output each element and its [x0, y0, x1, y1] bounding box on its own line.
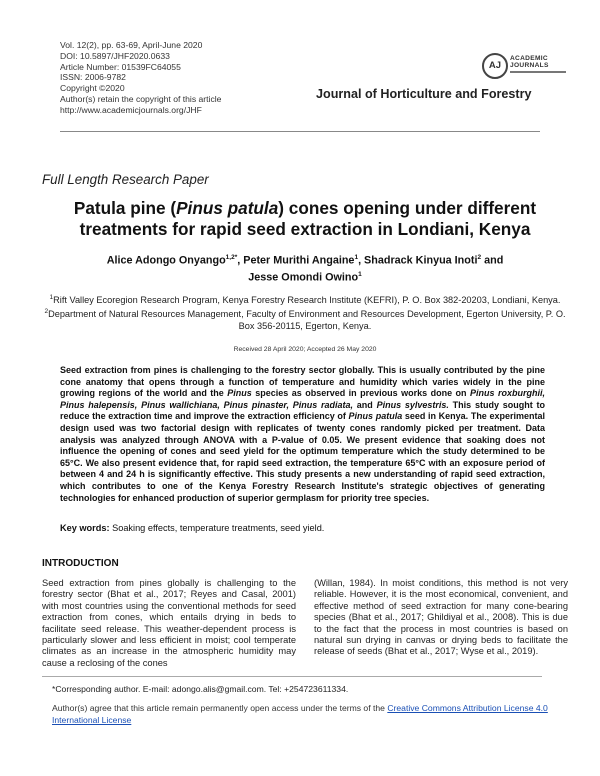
article-metadata [60, 40, 221, 116]
author-list [40, 251, 570, 285]
abstract [60, 365, 545, 504]
author-1-affil: 1,2* [225, 254, 238, 261]
paper-title [40, 198, 570, 240]
meta-article-number: Article Number: 01539FC64055 [60, 61, 181, 72]
meta-volume: Vol. 12(2), pp. 63-69, April-June 2020 [60, 40, 203, 50]
author-conjunction: and [481, 254, 504, 267]
publisher-logo [482, 53, 582, 79]
abstract-italic-2: Pinus roxburghii, Pinus halepensis, Pinus wallichiana, Pinus pinaster, Pinus radiata, [60, 388, 545, 410]
title-part-2: ) cones opening under different treatments for rapid seed extraction in Londiani, Kenya [79, 198, 537, 239]
author-4-affil: 1 [358, 271, 362, 278]
keywords-label: Key words: [60, 523, 110, 533]
meta-url: http://www.academicjournals.org/JHF [60, 104, 202, 115]
abstract-text-4: This study sought to reduce the extraction time and improve the extraction efficiency of [60, 399, 545, 422]
received-dates: Received 28 April 2020; Accepted 26 May 2020 [233, 346, 377, 353]
abstract-text-2: species as observed in previous works done on [251, 388, 471, 399]
license-link[interactable]: Creative Commons Attribution License 4.0 International License [52, 703, 548, 725]
keywords-text: Soaking effects, temperature treatments, seed yield. [109, 523, 325, 533]
affiliation-2-text: Department of Natural Resources Management, Faculty of Environment and Resources Development, Egerton University, P. O. Box 356-20115, Egerton, Kenya. [48, 309, 566, 331]
intro-column-2: (Willan, 1984). In moist conditions, this method is not very reliable. However, it is the most economical, convenient, and effective method of seed extraction for many cone-bearing species (Bhat et al., 2017; Ghildiyal et al., 2008). This is due to the fact that the process in most countries is based on natural sun drying in canvas or drying beds to facilitate the release of seeds (Bhat et al., 2017; Wyse et al., 2019). [314, 578, 568, 657]
author-2-affil: 1 [354, 254, 359, 261]
meta-issn: ISSN: 2006-9782 [60, 72, 126, 83]
title-part-1: Patula pine ( [73, 198, 177, 218]
footer-divider [42, 676, 542, 677]
meta-rights: Author(s) retain the copyright of this article [60, 93, 222, 104]
journal-name: Journal of Horticulture and Forestry [316, 87, 532, 101]
affiliation-1-text: Rift Valley Ecoregion Research Program, Kenya Forestry Research Institute (KEFRI), P. O. Box 382-20203, Londiani, Kenya. [53, 295, 561, 306]
author-3-affil: 2 [477, 254, 482, 261]
affiliation-1 [40, 292, 570, 306]
intro-column-1: Seed extraction from pines globally is challenging to the forestry sector (Bhat et al., 2017; Reyes and Casal, 2001) with most countries using the conventional methods for seed extraction from cones, which entails drying in beds to facilitate seed release. This weather-dependent process is particularly slower and less efficient in moist; cool temperate climates as an increase in the atmospheric humidity may cause a reclosing of the cones [42, 578, 296, 668]
author-2: , Peter Murithi Angaine [237, 254, 355, 267]
paper-type: Full Length Research Paper [42, 172, 209, 187]
abstract-text-1: Seed extraction from pines is challenging to the forestry sector globally. This is usually contributed by the pine cone anatomy that opens through a function of temperature and humidity which varies widely in the pine growing regions of the world and the [60, 365, 545, 399]
abstract-italic-3: Pinus sylvestris. [376, 399, 449, 410]
title-species: Pinus patula [176, 198, 279, 218]
affiliation-2-marker: 2 [44, 308, 49, 316]
author-3: , Shadrack Kinyua Inoti [358, 254, 478, 267]
abstract-text-5: seed in Kenya. The experimental design used was two factorial design with replicates of twenty cones randomly picked per treatment. Data analysis was analyzed through ANOVA with a P-value of 0.05. We present evidence that soaking does not influence the opening of cones and seed yield for the optimum temperature which the study determined to be 65°C. We also present evidence that, for rapid seed extraction, the temperature 65°C with an exposure period of between 4 and 24 h is significantly effective. This study presents a new understanding of rapid seed extraction, which contributes to one of the Kenya Forestry Research Institute's strategic objectives of generating technologies for enhanced production of superior germplasm for priority tree species. [60, 411, 545, 503]
keywords [60, 522, 545, 534]
meta-doi: DOI: 10.5897/JHF2020.0633 [60, 50, 170, 61]
logo-underline [510, 71, 566, 73]
author-4: Jesse Omondi Owino [248, 271, 359, 284]
header-divider [60, 131, 540, 132]
abstract-italic-1: Pinus [227, 388, 252, 399]
license-notice [52, 703, 557, 727]
meta-copyright: Copyright ©2020 [60, 83, 125, 94]
abstract-italic-4: Pinus patula [348, 411, 403, 422]
abstract-text-3: and [353, 399, 377, 410]
affiliation-1-marker: 1 [49, 294, 54, 301]
affiliations [40, 292, 570, 332]
logo-text [510, 55, 549, 70]
corresponding-author: *Corresponding author. E-mail: adongo.alis@gmail.com. Tel: +254723611334. [52, 684, 349, 694]
logo-line-1: ACADEMIC [510, 55, 548, 62]
aj-logo-icon: AJ [482, 53, 508, 79]
author-1: Alice Adongo Onyango [106, 254, 226, 267]
section-heading-introduction: INTRODUCTION [42, 558, 119, 569]
logo-line-2: JOURNALS [510, 62, 549, 70]
license-text: Author(s) agree that this article remain permanently open access under the terms of the [52, 703, 388, 713]
affiliation-2 [40, 306, 570, 332]
